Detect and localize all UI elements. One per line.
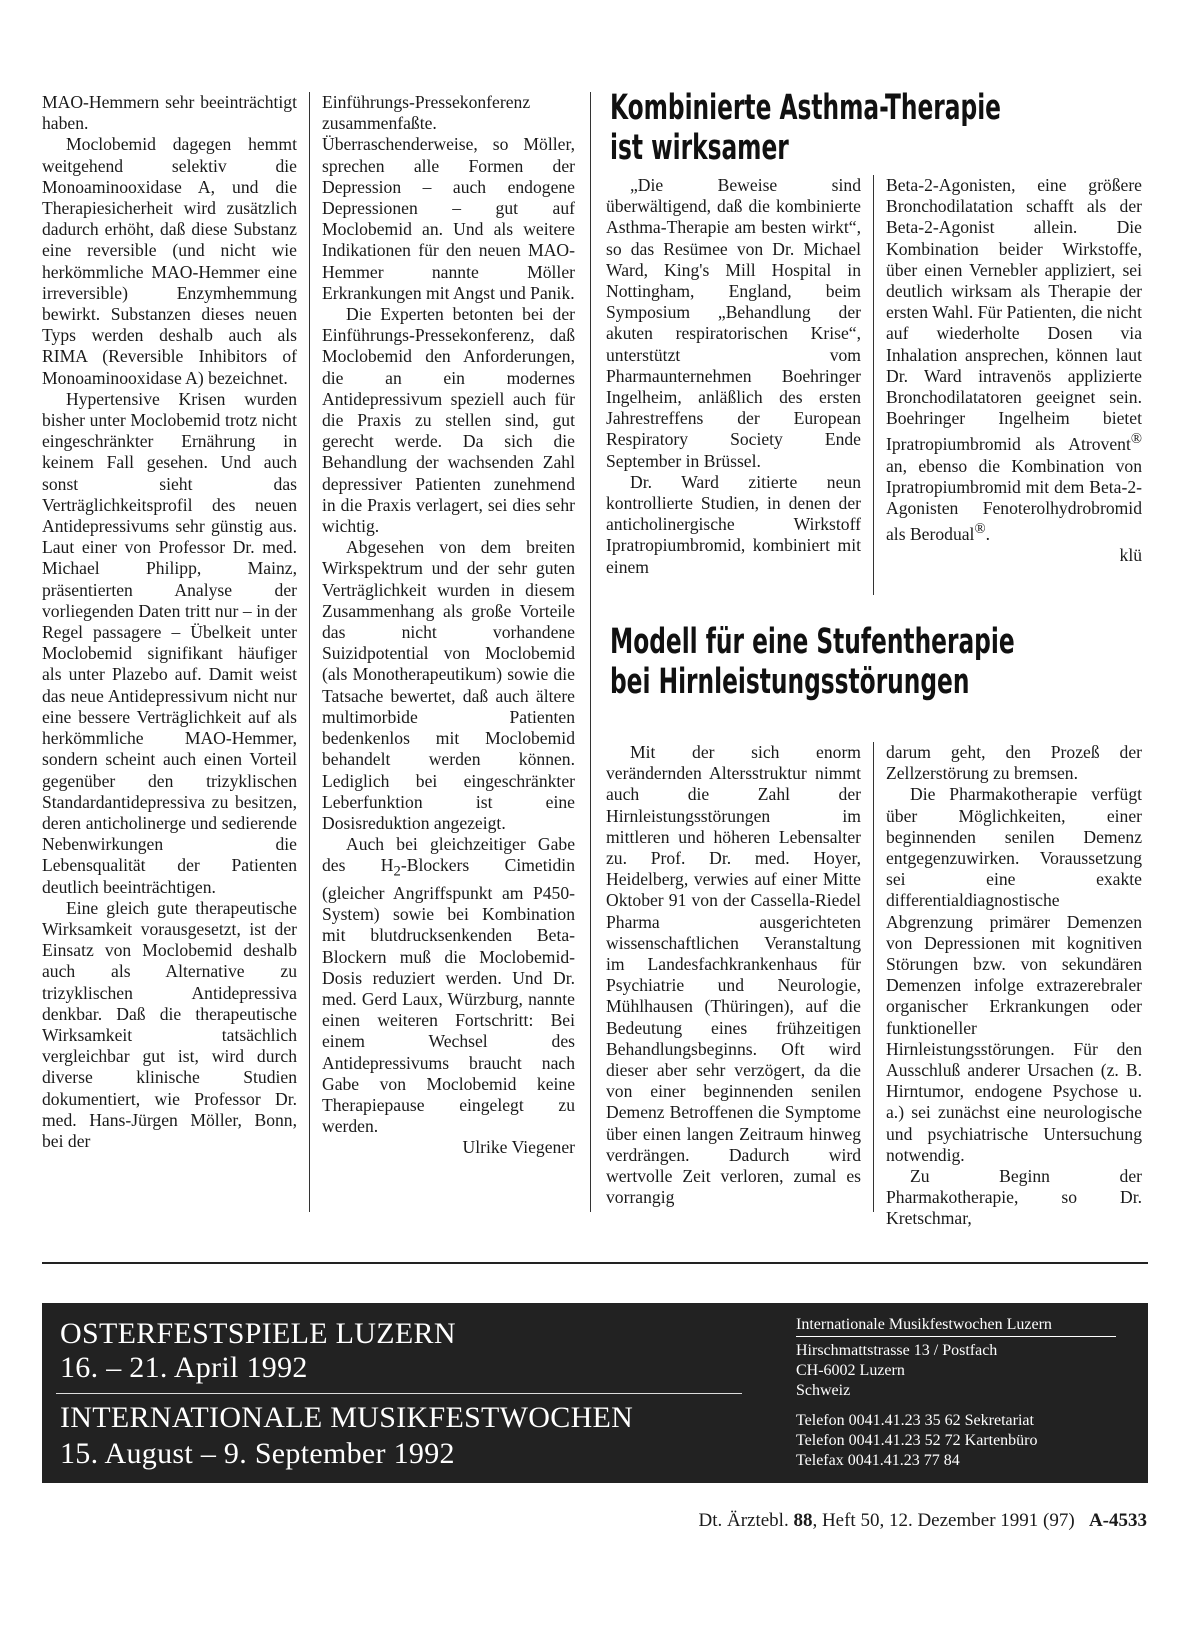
headline-line: ist wirksamer (610, 128, 789, 168)
hirnleistung-column-a (606, 742, 861, 1208)
ad-rule (796, 1336, 1116, 1337)
paragraph (886, 175, 1142, 566)
ad-line: 15. August – 9. September 1992 (60, 1437, 455, 1470)
paragraph: Die Experten betonten bei der Einführungs-Pressekonferenz, daß Moclobemid den Anforderungen, die an ein modernes Antidepressivum speziell auch für die Praxis zu stellen sind, gut gerecht werde. Da sich die Behandlung der wachsenden Zahl depressiver Patienten zunehmend in die Praxis verlagert, sei dies sehr wichtig. (322, 304, 575, 537)
author-byline: klü (1119, 545, 1142, 566)
ad-phone: Telefon 0041.41.23 52 72 Kartenbüro (796, 1432, 1038, 1449)
column-divider (590, 92, 591, 1212)
asthma-column-a (606, 175, 861, 578)
paragraph: Hypertensive Krisen wurden bisher unter Moclobemid trotz nicht eingeschränkter Ernährung in keinem Fall gesehen. Und auch sonst sieht das Verträglichkeitsprofil des neuen Antidepressivums sehr günstig aus. Laut einer von Professor Dr. med. Michael Philipp, Mainz, präsentierten Analyse der vorliegenden Daten tritt nur – in der Regel passagere – Übelkeit unter Moclobemid signifikant häufiger als unter Plazebo auf. Damit weist das neue Antidepressivum nicht nur eine bessere Verträglichkeit auf als herkömmliche MAO-Hemmer, sondern scheint auch einen Vorteil gegenüber den trizyklischen Standardantidepressiva zu besitzen, deren anticholinerge und sedierende Nebenwirkungen die Lebensqualität der Patienten deutlich beeinträchtigen. (42, 388, 297, 897)
advertisement (42, 1303, 1148, 1483)
headline-line: Modell für eine Stufentherapie (610, 622, 1015, 662)
column-1 (42, 92, 297, 1152)
column-divider (873, 175, 874, 595)
column-divider (309, 92, 310, 1212)
registered-mark: ® (974, 521, 986, 538)
paragraph: Zu Beginn der Pharmakotherapie, so Dr. Kretschmar, (886, 1166, 1142, 1229)
ad-address: Schweiz (796, 1382, 851, 1399)
journal-name: Dt. Ärztebl. (698, 1510, 789, 1531)
paragraph: Einführungs-Pressekonferenz zusammenfaßte. Überraschenderweise, so Möller, sprechen alle Formen der Depression – auch endogene Depressionen – gut auf Moclobemid an. Und als weitere Indikationen für den neuen MAO-Hemmer nannte Möller Erkrankungen mit Angst und Panik. (322, 92, 575, 303)
asthma-column-b (886, 175, 1142, 566)
ad-divider (56, 1393, 742, 1394)
ad-line: 16. – 21. April 1992 (60, 1351, 308, 1384)
hirnleistung-column-b (886, 742, 1142, 1230)
ad-address: Hirschmattstrasse 13 / Postfach (796, 1342, 998, 1359)
column-divider (873, 742, 874, 1212)
paragraph: MAO-Hemmern sehr beeinträchtigt haben. (42, 92, 297, 134)
registered-mark: ® (1130, 431, 1142, 448)
page-footer (698, 1510, 1147, 1532)
author-signature: Ulrike Viegener (462, 1137, 575, 1158)
paragraph: Dr. Ward zitierte neun kontrollierte Studien, in denen der anticholinergische Wirkstoff Ipratropiumbromid, kombiniert mit einem (606, 471, 861, 577)
section-rule (42, 1262, 1148, 1264)
paragraph: Moclobemid dagegen hemmt weitgehend selektiv die Monoaminooxidase A, und die Therapiesicherheit wird zusätzlich dadurch erhöht, daß diese Substanz eine reversible (und nicht wie herkömmliche MAO-Hemmer eine irreversible) Enzymhemmung bewirkt. Substanzen dieses neuen Typs werden deshalb auch als RIMA (Reversible Inhibitors of Monoaminooxidase A) bezeichnet. (42, 134, 297, 388)
headline-line: Kombinierte Asthma-Therapie (610, 88, 1001, 128)
ad-line: OSTERFESTSPIELE LUZERN (60, 1317, 456, 1350)
headline-hirnleistung (610, 622, 1015, 702)
headline-asthma (610, 88, 1010, 168)
text-run: Auch bei gleichzeitiger Gabe des H (322, 834, 575, 876)
paragraph: Mit der sich enorm verändernden Altersstruktur nimmt auch die Zahl der Hirnleistungsstörungen im mittleren und höheren Lebensalter zu. Prof. Dr. med. Hoyer, Heidelberg, verwies auf einer Mitte Oktober 91 von der Cassella-Riedel Pharma ausgerichteten wissenschaftlichen Veranstaltung im Landesfachkrankenhaus für Psychiatrie und Neurologie, Mühlhausen (Thüringen), auf die Bedeutung eines frühzeitigen Behandlungsbeginns. Oft wird dieser aber sehr verzögert, da die von einer beginnenden senilen Demenz Betroffenen die Symptome über einen langen Zeitraum hinweg verdrängen. Dadurch wird wertvolle Zeit verloren, zumal es vorrangig (606, 742, 861, 1208)
ad-address: CH-6002 Luzern (796, 1362, 905, 1379)
text-run: . (985, 523, 990, 544)
ad-line: INTERNATIONALE MUSIKFESTWOCHEN (60, 1401, 634, 1434)
text-run: an, ebenso die Kombination von Ipratropiumbromid mit dem Beta-2-Agonisten Fenoterolhydrobromid als Berodual (886, 455, 1142, 544)
issue-info: , Heft 50, 12. Dezember 1991 (97) (812, 1510, 1075, 1531)
headline-line: bei Hirnleistungsstörungen (610, 662, 970, 702)
text-run: Beta-2-Agonisten, eine größere Bronchodilatation schafft als der Beta-2-Agonist allein. Die Kombination beider Wirkstoffe, über einen Vernebler appliziert, sei deutlich wirksam als Therapie der ersten Wahl. Für Patienten, die nicht auf wiederholte Dosen via Inhalation ansprechen, können laut Dr. Ward intravenös applizierte Bronchodilatatoren geeignet sein. Boehringer Ingelheim bietet Ipratropiumbromid als Atrovent (886, 175, 1142, 455)
ad-fax: Telefax 0041.41.23 77 84 (796, 1452, 960, 1469)
paragraph: Die Pharmakotherapie verfügt über Möglichkeiten, einer beginnenden senilen Demenz entgegenzuwirken. Voraussetzung sei eine exakte differentialdiagnostische Abgrenzung primärer Demenzen von Depressionen mit kognitiven Störungen bzw. von sekundären Demenzen infolge extrazerebraler organischer Erkrankungen oder funktioneller Hirnleistungsstörungen. Für den Ausschluß anderer Ursachen (z. B. Hirntumor, endogene Psychose u. a.) sei zunächst eine neurologische und psychiatrische Untersuchung notwendig. (886, 784, 1142, 1165)
paragraph: darum geht, den Prozeß der Zellzerstörung zu bremsen. (886, 742, 1142, 784)
page-number: A-4533 (1088, 1510, 1147, 1531)
paragraph: „Die Beweise sind überwältigend, daß die kombinierte Asthma-Therapie am besten wirkt“, so das Resümee von Dr. Michael Ward, King's Mill Hospital in Nottingham, England, beim Symposium „Behandlung der akuten respiratorischen Krise“, unterstützt vom Pharmaunternehmen Boehringer Ingelheim, anläßlich des ersten Jahrestreffens der European Respiratory Society Ende September in Brüssel. (606, 175, 861, 471)
paragraph (322, 834, 575, 1137)
subscript: 2 (393, 863, 401, 880)
text-run: -Blockers Cimetidin (gleicher Angriffspunkt am P450-System) sowie bei Kombination mit blutdrucksenkenden Beta-Blockern muß die Moclobemid-Dosis reduziert werden. Und Dr. med. Gerd Laux, Würzburg, nannte einen weiteren Fortschritt: Bei einem Wechsel des Antidepressivums braucht nach Gabe von Moclobemid keine Therapiepause eingelegt zu werden. (322, 855, 575, 1137)
ad-organizer: Internationale Musikfestwochen Luzern (796, 1316, 1052, 1333)
paragraph: Eine gleich gute therapeutische Wirksamkeit vorausgesetzt, ist der Einsatz von Moclobemid deshalb auch als Alternative zu trizyklischen Antidepressiva denkbar. Daß die therapeutische Wirksamkeit tatsächlich vergleichbar gut ist, wird durch diverse klinische Studien dokumentiert, wie Professor Dr. med. Hans-Jürgen Möller, Bonn, bei der (42, 897, 297, 1151)
ad-phone: Telefon 0041.41.23 35 62 Sekretariat (796, 1412, 1034, 1429)
volume-number: 88 (793, 1510, 813, 1531)
paragraph: Abgesehen von dem breiten Wirkspektrum und der sehr guten Verträglichkeit wurden in diesem Zusammenhang als große Vorteile das nicht vorhandene Suizidpotential von Moclobemid (als Monotherapeutikum) sowie die Tatsache bewertet, daß auch ältere multimorbide Patienten bedenkenlos mit Moclobemid behandelt werden können. Lediglich bei eingeschränkter Leberfunktion ist eine Dosisreduktion angezeigt. (322, 537, 575, 833)
column-2 (322, 92, 575, 1159)
